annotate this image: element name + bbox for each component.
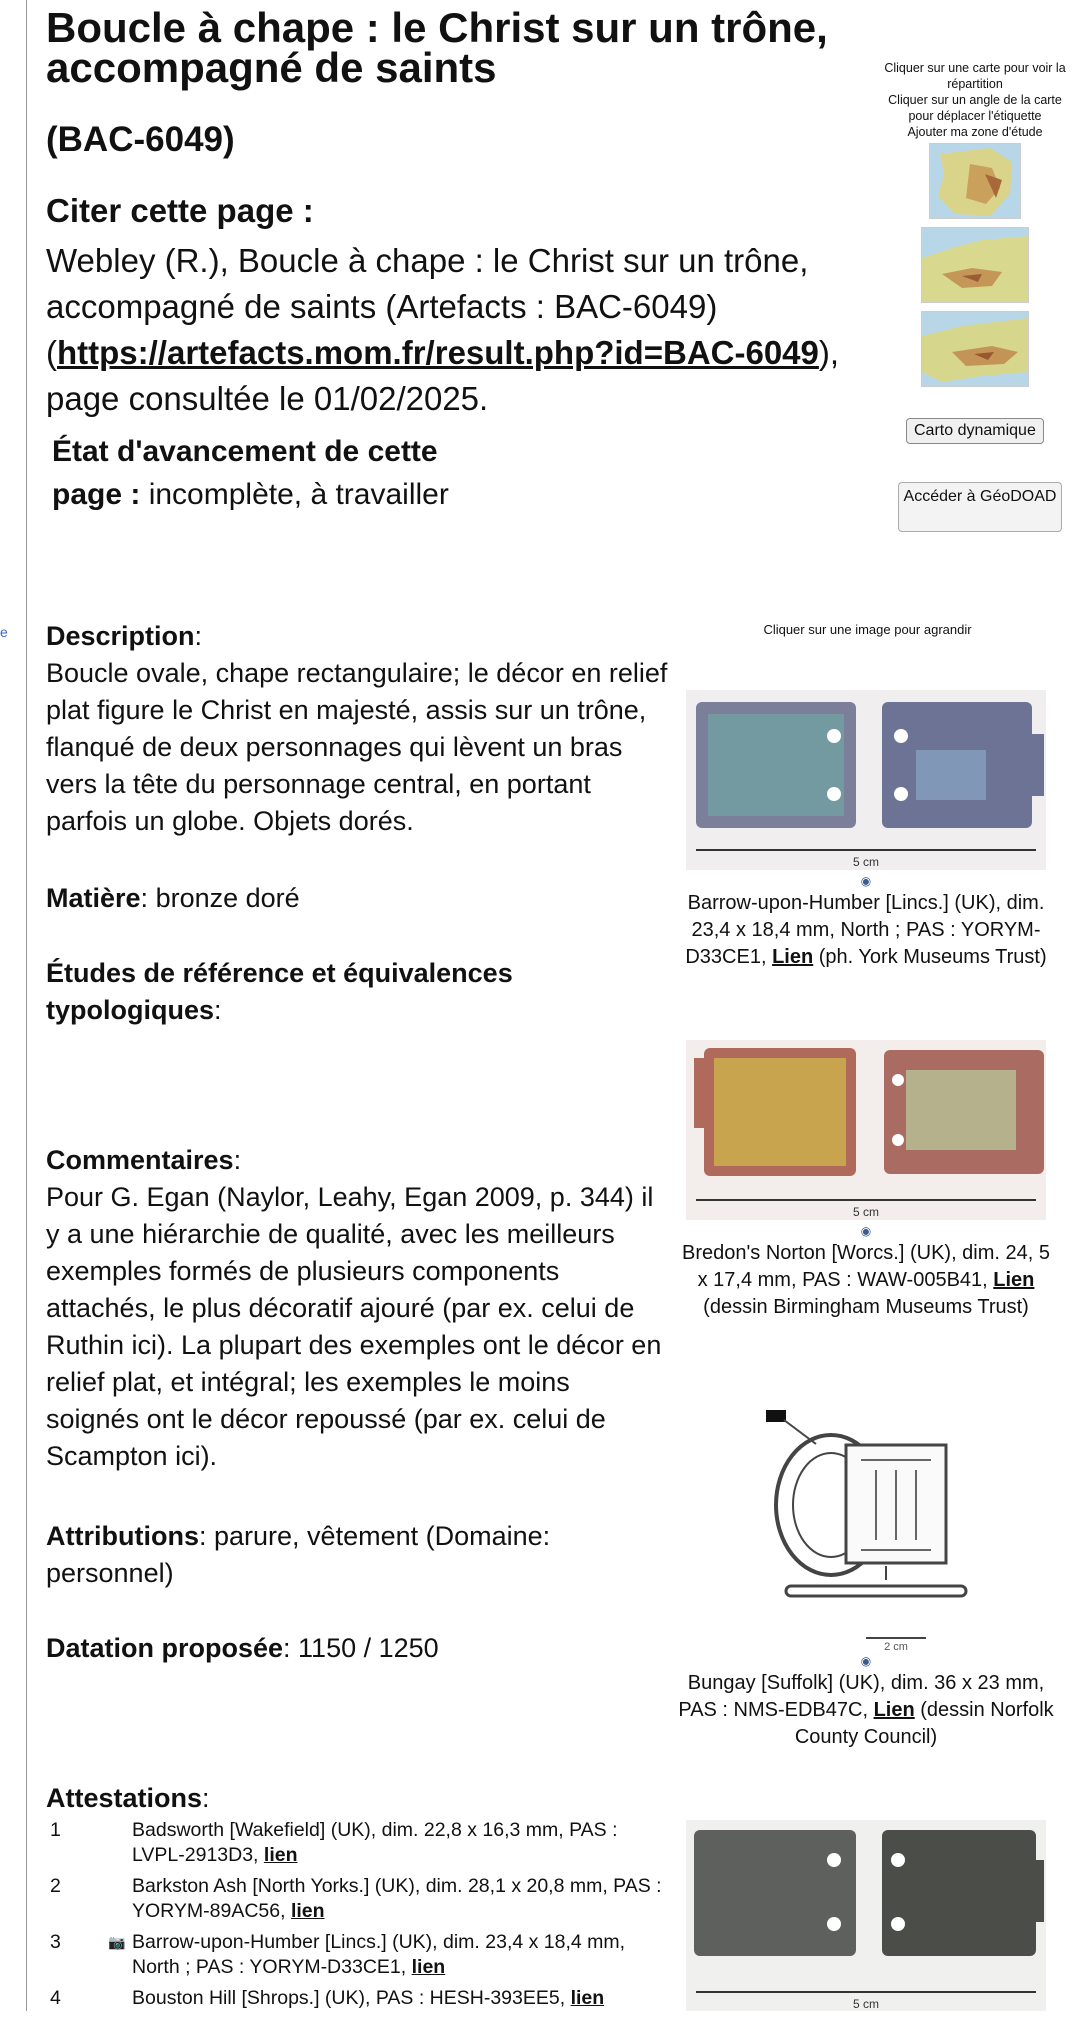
edge-marker: e bbox=[0, 624, 8, 640]
list-item-text: Bouston Hill [Shrops.] (UK), PAS : HESH-393EE5, bbox=[132, 1987, 571, 2009]
attestations-list bbox=[46, 1818, 666, 2017]
description-label: Description bbox=[46, 621, 195, 651]
scale-label-4: 5 cm bbox=[852, 1997, 880, 2011]
gallery-item-2[interactable] bbox=[676, 1040, 1056, 1321]
cite-heading: Citer cette page : bbox=[46, 192, 314, 229]
matiere-section: Matière: bronze doré bbox=[46, 883, 300, 913]
buckle-photo-4[interactable] bbox=[686, 1820, 1046, 2011]
datation-label: Datation proposée bbox=[46, 1633, 284, 1663]
caption-2-link[interactable]: Lien bbox=[993, 1269, 1035, 1291]
gallery-item-4[interactable] bbox=[676, 1820, 1056, 2011]
list-item-text: Badsworth [Wakefield] (UK), dim. 22,8 x 16,3 mm, PAS : LVPL-2913D3, bbox=[132, 1819, 618, 1866]
commentaires-text: Pour G. Egan (Naylor, Leahy, Egan 2009, p. 344) il y a une hiérarchie de qualité, avec les meilleurs exemples formés de plusieurs components attachés, le plus décoratif ajouré (par ex. celui de Ruthin ici). La plupart des exemples ont le décor en relief plat, et intégral; les exemples le moins soignés ont le décor repoussé (par ex. celui de Scampton ici). bbox=[46, 1182, 662, 1471]
scale-label-3: 2 cm bbox=[884, 1641, 908, 1650]
caption-1-link[interactable]: Lien bbox=[772, 946, 814, 968]
caption-3: Bungay [Suffolk] (UK), dim. 36 x 23 mm, PAS : NMS-EDB47C, Lien (dessin Norfolk County Council) bbox=[678, 1672, 1054, 1748]
gallery-item-3[interactable] bbox=[676, 1400, 1056, 1751]
gallery-item-1[interactable] bbox=[676, 690, 1056, 971]
datation-section: Datation proposée: 1150 / 1250 bbox=[46, 1633, 439, 1663]
scale-label-1: 5 cm bbox=[852, 855, 880, 869]
etudes-section: Études de référence et équivalences typologiques: bbox=[46, 958, 513, 1025]
attestations-heading: Attestations: bbox=[46, 1783, 210, 1813]
status-label: État d'avancement de cette page : bbox=[52, 435, 438, 511]
map-france-icon[interactable] bbox=[929, 143, 1021, 219]
list-item-link[interactable]: lien bbox=[263, 1844, 298, 1866]
map-europe-icon[interactable] bbox=[921, 227, 1029, 303]
list-item bbox=[46, 1818, 666, 1868]
etudes-label: Études de référence et équivalences typologiques bbox=[46, 958, 513, 1025]
status bbox=[52, 430, 472, 516]
cite-text: Webley (R.), Boucle à chape : le Christ sur un trône, accompagné de saints (Artefacts : BAC-6049) (https://artefacts.mom.fr/result.php?id=BAC-6049), page consultée le 01/02/2025. bbox=[46, 242, 840, 417]
caption-1: Barrow-upon-Humber [Lincs.] (UK), dim. 23,4 x 18,4 mm, North ; PAS : YORYM-D33CE1, Lien (ph. York Museums Trust) bbox=[685, 892, 1047, 968]
list-item-number: 4 bbox=[50, 1987, 61, 2009]
camera-icon: ◉ bbox=[860, 1224, 872, 1238]
page-reference: (BAC-6049) bbox=[46, 120, 235, 159]
scale-label-2: 5 cm bbox=[852, 1205, 880, 1219]
list-item-number: 2 bbox=[50, 1875, 61, 1897]
caption-3-link[interactable]: Lien bbox=[873, 1699, 915, 1721]
attributions-label: Attributions bbox=[46, 1521, 199, 1551]
geodoad-button[interactable]: Accéder à GéoDOAD bbox=[898, 482, 1062, 532]
buckle-photo-2[interactable] bbox=[686, 1040, 1046, 1220]
buckle-drawing-3[interactable] bbox=[736, 1400, 996, 1650]
list-item-link[interactable]: lien bbox=[411, 1956, 446, 1978]
list-item-number: 3 bbox=[50, 1931, 61, 1953]
carto-dynamique-button[interactable]: Carto dynamique bbox=[906, 418, 1044, 444]
commentaires-label: Commentaires bbox=[46, 1145, 234, 1175]
matiere-value: bronze doré bbox=[155, 883, 300, 913]
datation-value: 1150 / 1250 bbox=[298, 1633, 439, 1663]
list-item-text: Barrow-upon-Humber [Lincs.] (UK), dim. 23,4 x 18,4 mm, North ; PAS : YORYM-D33CE1, bbox=[132, 1931, 626, 1978]
cite-link[interactable]: https://artefacts.mom.fr/result.php?id=BAC-6049 bbox=[57, 334, 819, 371]
commentaires-section: Commentaires: Pour G. Egan (Naylor, Leahy, Egan 2009, p. 344) il y a une hiérarchie de qualité, avec les meilleurs exemples formés de plusieurs components attachés, le plus décoratif ajouré (par ex. celui de Ruthin ici). La plupart des exemples ont le décor en relief plat, et intégral; les exemples le moins soignés ont le décor repoussé (par ex. celui de Scampton ici). bbox=[46, 1145, 662, 1471]
list-item-number: 1 bbox=[50, 1819, 61, 1841]
list-item-text: Barkston Ash [North Yorks.] (UK), dim. 28,1 x 20,8 mm, PAS : YORYM-89AC56, bbox=[132, 1875, 662, 1922]
map-panel bbox=[880, 60, 1070, 387]
matiere-label: Matière bbox=[46, 883, 141, 913]
attributions-section: Attributions: parure, vêtement (Domaine: personnel) bbox=[46, 1521, 551, 1588]
page-title: Boucle à chape : le Christ sur un trône, accompagné de saints bbox=[46, 4, 828, 91]
caption-2: Bredon's Norton [Worcs.] (UK), dim. 24, 5 x 17,4 mm, PAS : WAW-005B41, Lien (dessin Birmingham Museums Trust) bbox=[681, 1242, 1051, 1318]
camera-icon: ◉ bbox=[860, 874, 872, 888]
list-item bbox=[46, 1874, 666, 1924]
left-border bbox=[26, 0, 27, 2011]
map-hint-1: Cliquer sur une carte pour voir la répartition bbox=[884, 61, 1066, 91]
description-text: Boucle ovale, chape rectangulaire; le décor en relief plat figure le Christ en majesté, assis sur un trône, flanqué de deux personnages qui lèvent un bras vers la tête du personnage central, en portant parfois un globe. Objets dorés. bbox=[46, 658, 668, 836]
map-hint-2: Cliquer sur un angle de la carte pour déplacer l'étiquette bbox=[888, 93, 1062, 123]
list-item bbox=[46, 1986, 666, 2011]
camera-icon[interactable]: 📷 bbox=[108, 1934, 126, 1950]
add-study-zone-link[interactable]: Ajouter ma zone d'étude bbox=[907, 125, 1043, 139]
attributions-value: parure, vêtement (Domaine: personnel) bbox=[46, 1521, 551, 1588]
list-item bbox=[46, 1930, 666, 1980]
description-section: Description: Boucle ovale, chape rectangulaire; le décor en relief plat figure le Christ en majesté, assis sur un trône, flanqué de deux personnages qui lèvent un bras vers la tête du personnage central, en portant parfois un globe. Objets dorés. bbox=[46, 621, 668, 836]
list-item-link[interactable]: lien bbox=[290, 1900, 325, 1922]
map-europe-wide-icon[interactable] bbox=[921, 311, 1029, 387]
attestations-label: Attestations bbox=[46, 1783, 203, 1813]
list-item-link[interactable]: lien bbox=[570, 1987, 605, 2009]
status-value: incomplète, à travailler bbox=[140, 478, 449, 511]
buckle-photo-1[interactable] bbox=[686, 690, 1046, 870]
camera-icon: ◉ bbox=[860, 1654, 872, 1668]
gallery-hint: Cliquer sur une image pour agrandir bbox=[763, 622, 972, 637]
